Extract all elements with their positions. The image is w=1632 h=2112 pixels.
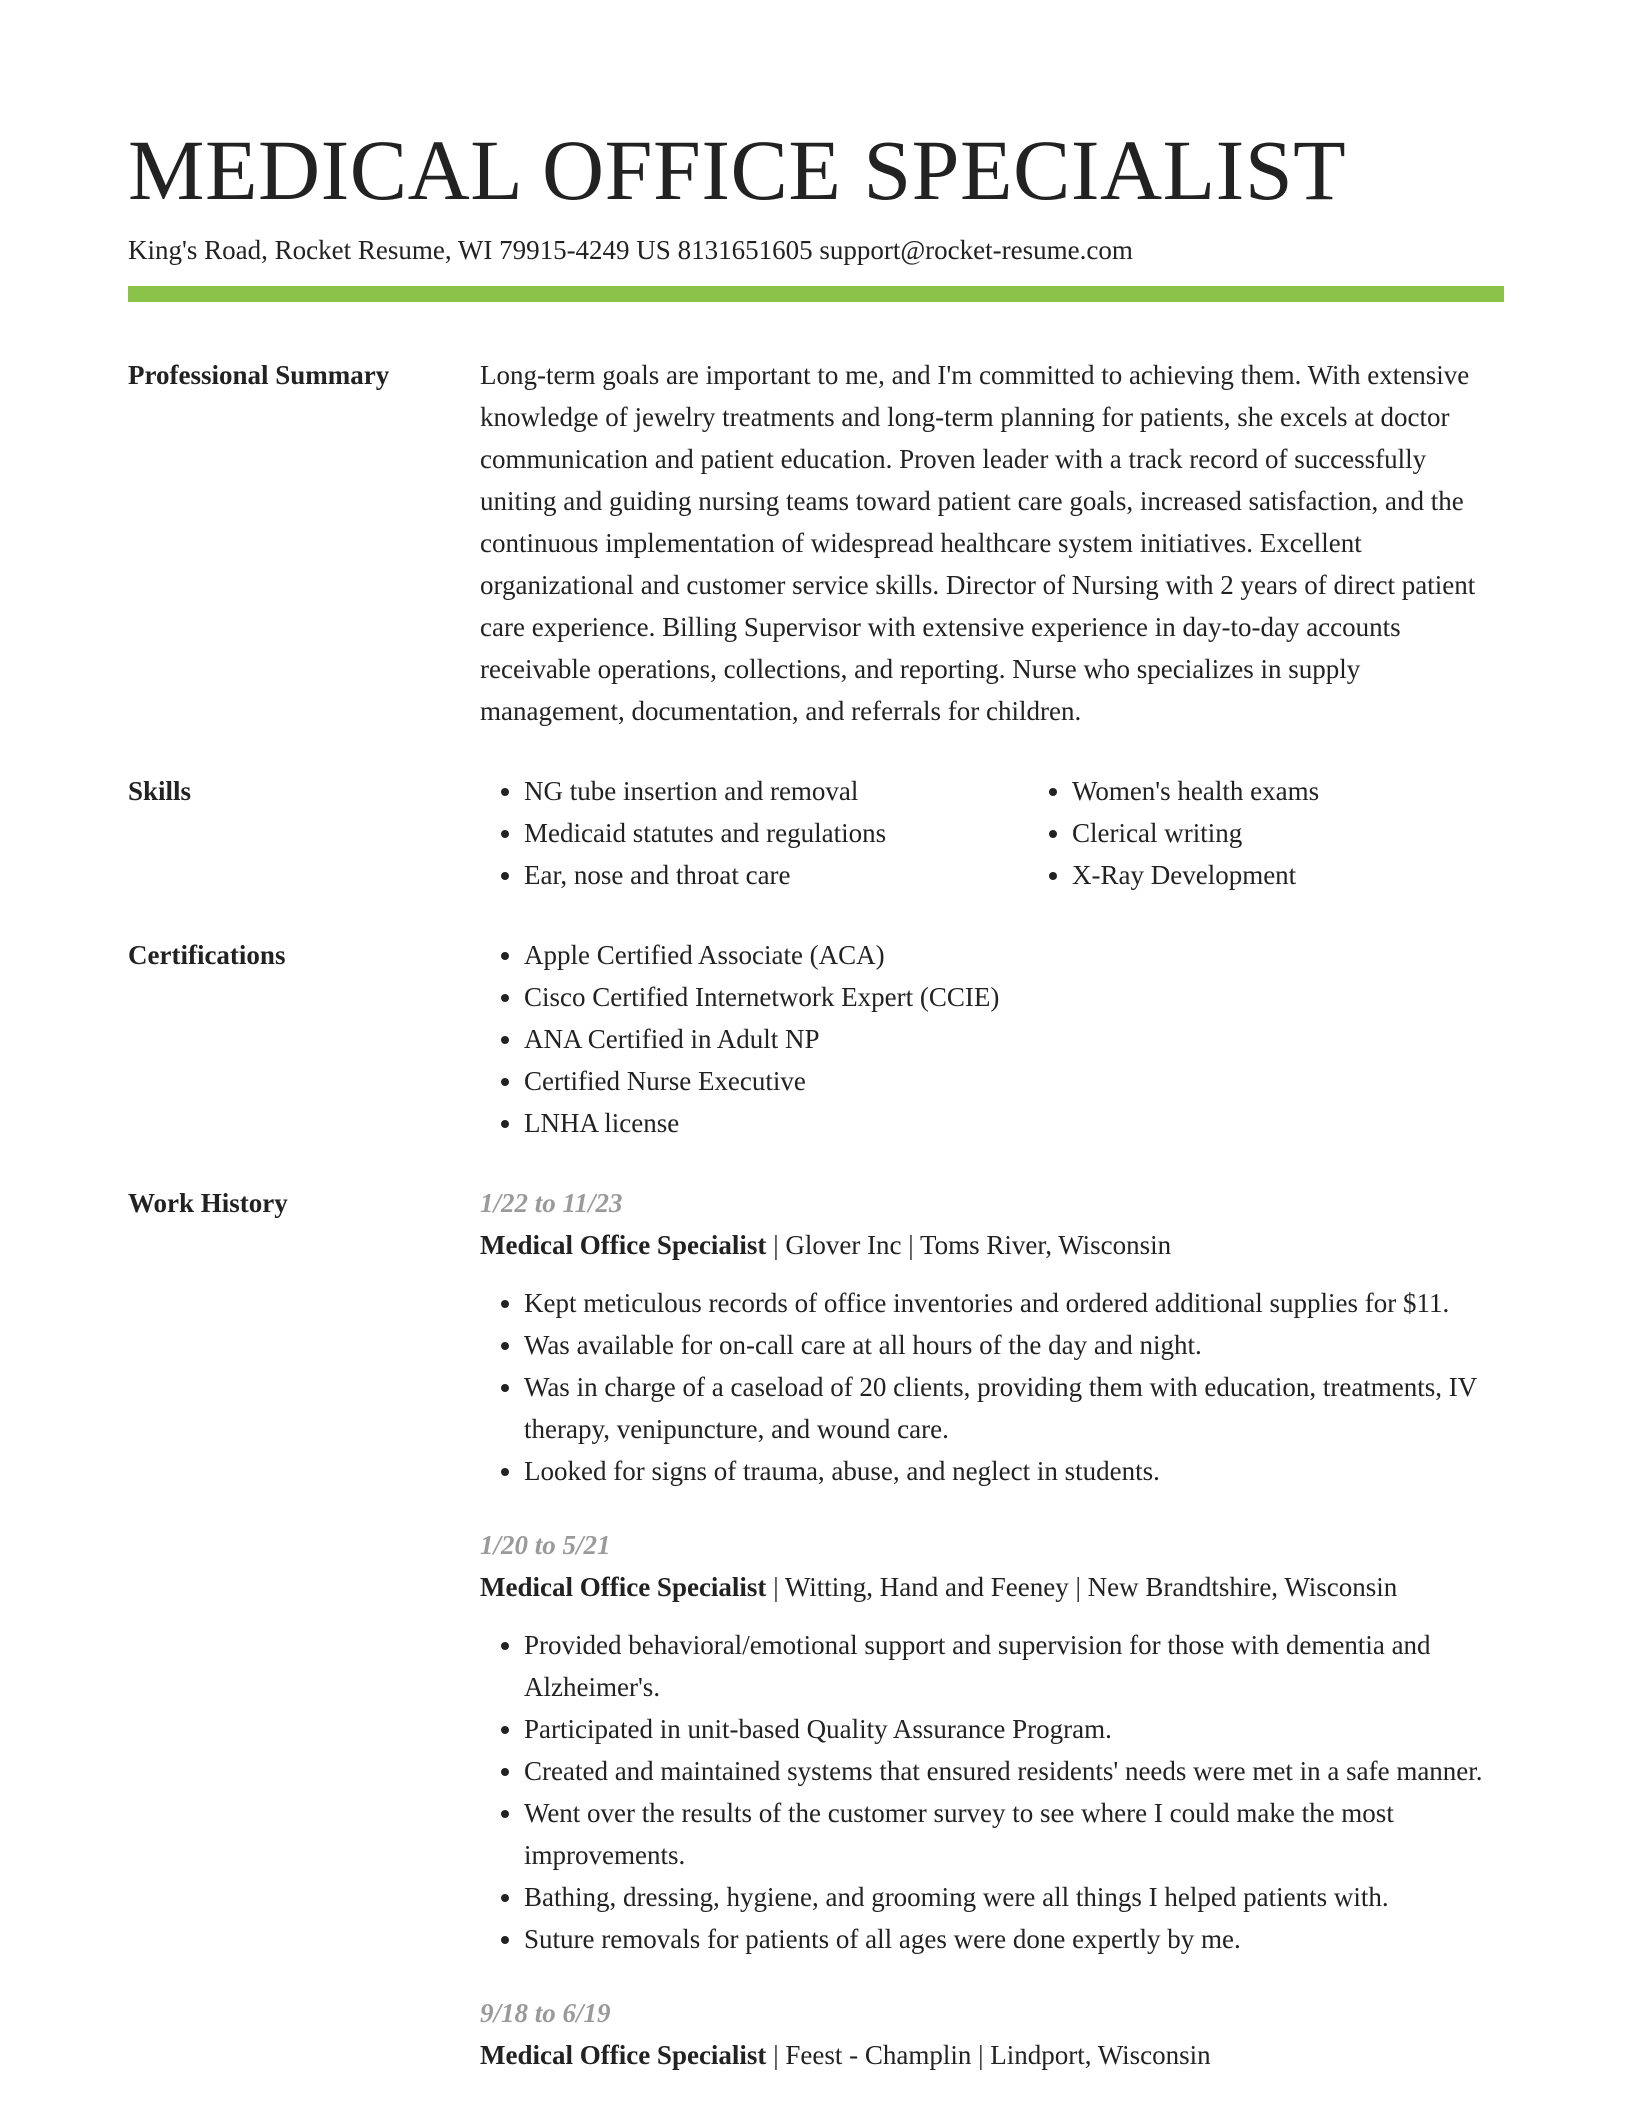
certification-item: • Apple Certified Associate (ACA) — [524, 934, 1504, 976]
job-role: Medical Office Specialist — [480, 1572, 767, 1602]
job-bullet: • Participated in unit-based Quality Assurance Program. — [524, 1708, 1504, 1750]
certification-item: • Certified Nurse Executive — [524, 1060, 1504, 1102]
skills-section — [128, 770, 1504, 896]
resume-page — [128, 120, 1504, 2108]
skill-item: • Medicaid statutes and regulations — [524, 812, 1028, 854]
summary-title: Professional Summary — [128, 360, 390, 390]
job-dates: 1/20 to 5/21 — [480, 1530, 611, 1560]
job-role: Medical Office Specialist — [480, 2040, 767, 2070]
job-bullet: • Kept meticulous records of office inventories and ordered additional supplies for $11. — [524, 1282, 1504, 1324]
job-bullet: • Bathing, dressing, hygiene, and grooming were all things I helped patients with. — [524, 1876, 1504, 1918]
job-bullet: • Provided behavioral/emotional support and supervision for those with dementia and Alzheimer's. — [524, 1624, 1504, 1708]
skills-list-right — [1028, 770, 1576, 896]
job-bullet: • Was available for on-call care at all hours of the day and night. — [524, 1324, 1504, 1366]
summary-section — [128, 354, 1504, 732]
job-details: | Glover Inc | Toms River, Wisconsin — [766, 1230, 1172, 1260]
job-title-line — [480, 1224, 1504, 1266]
job-details: | Witting, Hand and Feeney | New Brandtshire, Wisconsin — [766, 1572, 1398, 1602]
job-bullet: • Suture removals for patients of all ages were done expertly by me. — [524, 1918, 1504, 1960]
resume-name: MEDICAL OFFICE SPECIALIST — [128, 122, 1347, 218]
certifications-title: Certifications — [128, 940, 286, 970]
job-bullets — [480, 1624, 1504, 1960]
job-dates: 9/18 to 6/19 — [480, 1998, 611, 2028]
job-bullets — [480, 1282, 1504, 1492]
skill-item: • NG tube insertion and removal — [524, 770, 1028, 812]
skill-item: • Clerical writing — [1072, 812, 1576, 854]
summary-text: Long-term goals are important to me, and I'm committed to achieving them. With extensive knowledge of jewelry treatments and long-term planning for patients, she excels at doctor communication and patient education. Proven leader with a track record of successfully uniting and guiding nursing teams toward patient care goals, increased satisfaction, and the continuous implementation of widespread healthcare system initiatives. Excellent organizational and customer service skills. Director of Nursing with 2 years of direct patient care experience. Billing Supervisor with extensive experience in day-to-day accounts receivable operations, collections, and reporting. Nurse who specializes in supply management, documentation, and referrals for children. — [480, 360, 1476, 726]
job-role: Medical Office Specialist — [480, 1230, 767, 1260]
job-entry — [480, 1992, 1504, 2076]
certification-item: • Cisco Certified Internetwork Expert (CCIE) — [524, 976, 1504, 1018]
job-bullet: • Created and maintained systems that ensured residents' needs were met in a safe manner. — [524, 1750, 1504, 1792]
certifications-list — [480, 934, 1504, 1144]
skills-list-left — [480, 770, 1028, 896]
work-history-section — [128, 1182, 1504, 2108]
skill-item: • X-Ray Development — [1072, 854, 1576, 896]
job-bullet: • Looked for signs of trauma, abuse, and neglect in students. — [524, 1450, 1504, 1492]
job-title-line — [480, 1566, 1504, 1608]
job-title-line — [480, 2034, 1504, 2076]
certifications-section — [128, 934, 1504, 1144]
accent-rule — [128, 286, 1504, 302]
job-bullet: • Went over the results of the customer survey to see where I could make the most improvements. — [524, 1792, 1504, 1876]
contact-line: King's Road, Rocket Resume, WI 79915-4249 US 8131651605 support@rocket-resume.com — [128, 235, 1133, 265]
certification-item: • ANA Certified in Adult NP — [524, 1018, 1504, 1060]
certification-item: • LNHA license — [524, 1102, 1504, 1144]
job-entry — [480, 1182, 1504, 1492]
work-history-title: Work History — [128, 1188, 288, 1218]
skill-item: • Women's health exams — [1072, 770, 1576, 812]
job-bullet: • Was in charge of a caseload of 20 clients, providing them with education, treatments, IV therapy, venipuncture, and wound care. — [524, 1366, 1504, 1450]
job-entry — [480, 1524, 1504, 1960]
skills-title: Skills — [128, 776, 192, 806]
job-dates: 1/22 to 11/23 — [480, 1188, 623, 1218]
skill-item: • Ear, nose and throat care — [524, 854, 1028, 896]
job-details: | Feest - Champlin | Lindport, Wisconsin — [766, 2040, 1211, 2070]
